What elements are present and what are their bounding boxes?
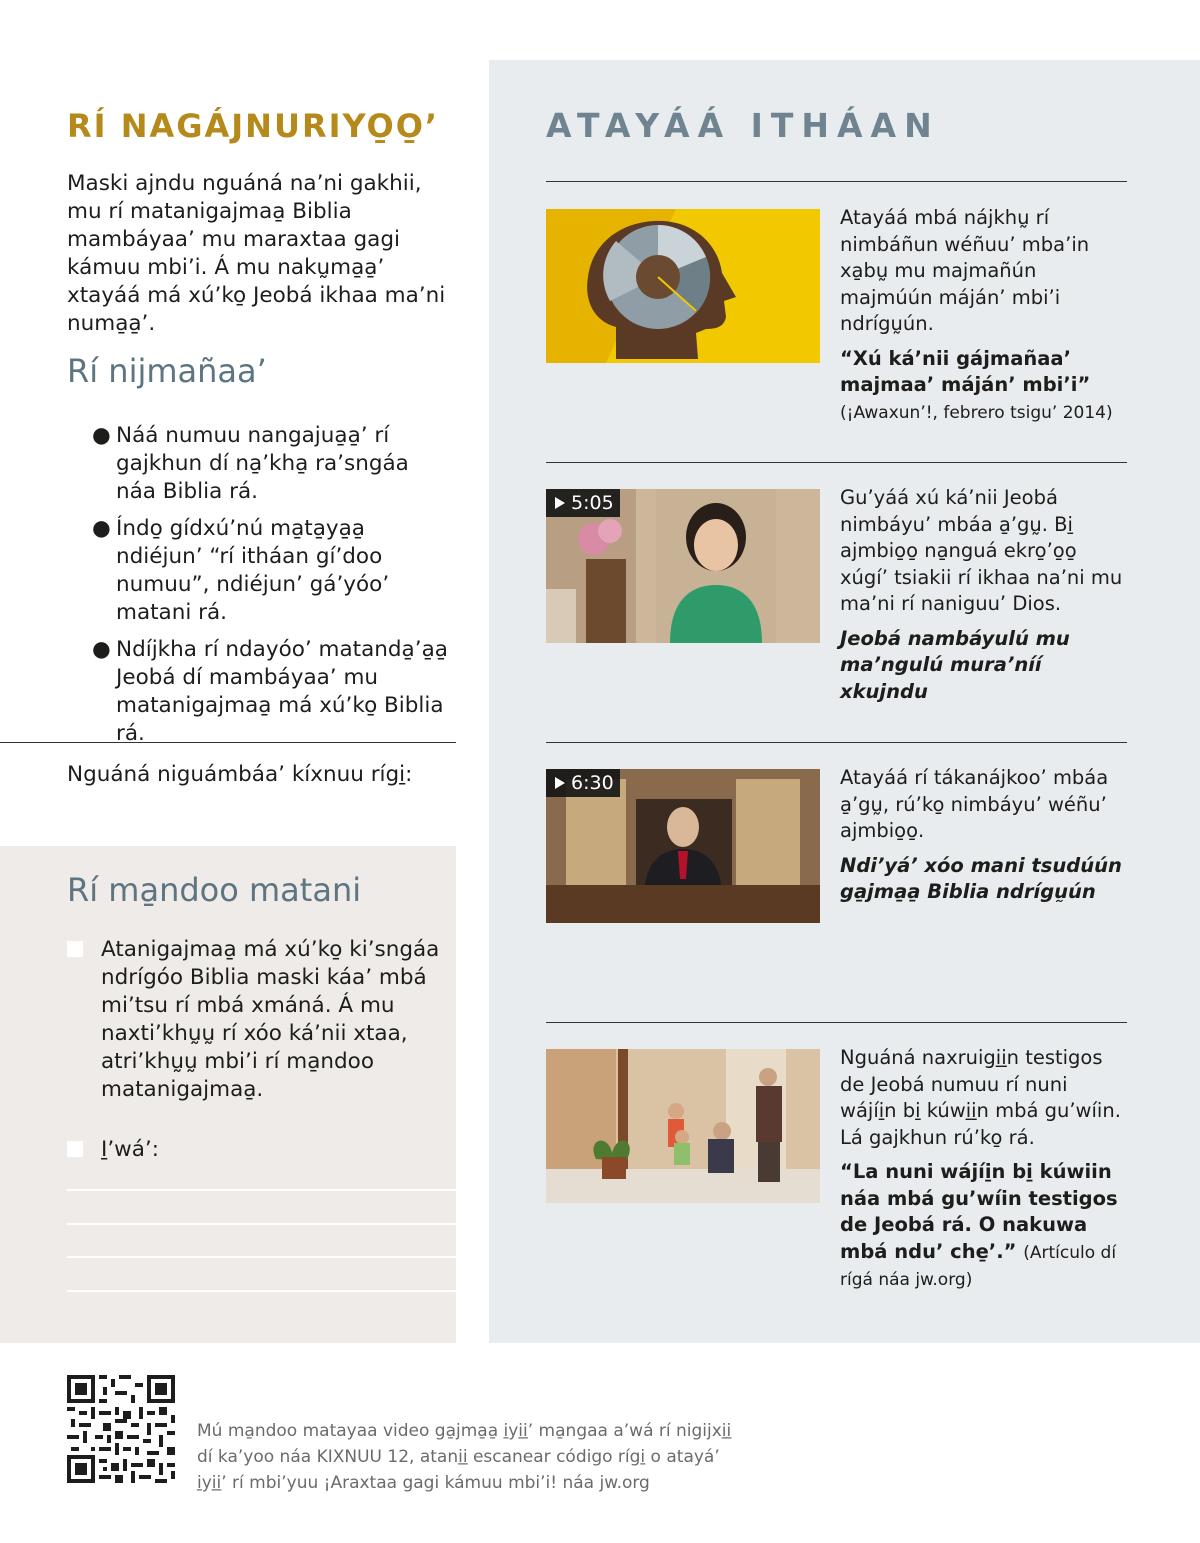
other-checkbox[interactable] xyxy=(67,1141,83,1157)
article-desc: Atayáá mbá nájkhṵ rí nimbáñun wéñuu’ mba’in xa̱bṵ mu majmañún majmúún máján’ mbi’i ndrígṵún. xyxy=(840,206,1090,335)
video-item xyxy=(840,485,1130,705)
duration-badge xyxy=(546,489,620,517)
article-title[interactable] xyxy=(840,1159,1130,1294)
bullet-icon: ● xyxy=(92,423,111,448)
summary-text: Maski ajndu nguáná na’ni gakhii, mu rí matanigajmaa̱ Biblia mambáyaa’ mu maraxtaa gagi kámuu mbi’i. Á mu nakṵma̱a̱’ xtayáá má xú’ko̱ Jeobá ikhaa ma’ni numa̱a̱’. xyxy=(67,171,446,336)
other-label: I̱’wá’: xyxy=(101,1137,160,1162)
article-source: (¡Awaxun’!, febrero tsigu’ 2014) xyxy=(840,402,1113,423)
duration-text: 5:05 xyxy=(571,492,614,514)
item-divider xyxy=(546,742,1127,743)
video-title[interactable]: Jeobá nambáyulú mu ma’ngulú mura’níí xkujndu xyxy=(840,626,1070,703)
remember-item xyxy=(90,422,450,506)
remember-item-text: Índo̱ gídxú’nú ma̱ta̱ya̱a̱ ndiéjun’ “rí itháan gí’doo numuu”, ndiéjun’ gá’yóo’ matani rá. xyxy=(116,516,390,625)
task-row xyxy=(67,936,446,1104)
item-divider xyxy=(546,1022,1127,1023)
article-item xyxy=(840,1045,1130,1294)
video-thumbnail[interactable] xyxy=(546,769,820,923)
write-line[interactable] xyxy=(67,1189,456,1191)
duration-badge xyxy=(546,769,620,797)
video-item xyxy=(840,765,1130,906)
more-title: ATAYÁÁ ITHÁAN xyxy=(546,106,940,145)
bullet-icon: ● xyxy=(92,516,111,541)
summary-title: RÍ NAGÁJNURIYO̱O̱’ xyxy=(67,107,440,145)
play-icon xyxy=(555,497,565,509)
bullet-icon: ● xyxy=(92,637,111,662)
remember-item-text: Náá numuu nangajua̱a̱’ rí gajkhun dí na̱’kha̱ ra’sngáa náa Biblia rá. xyxy=(116,423,409,504)
qr-code-icon[interactable] xyxy=(67,1375,175,1483)
article-title[interactable] xyxy=(840,346,1130,427)
video-title[interactable]: Ndi’yá’ xóo mani tsudúún ga̱jma̱a̱ Biblia ndrígṵún xyxy=(840,853,1122,903)
duration-text: 6:30 xyxy=(571,772,614,794)
video-thumbnail[interactable] xyxy=(546,489,820,643)
article-source: (Artículo dí rígá náa jw.org) xyxy=(840,1242,1117,1290)
item-divider xyxy=(546,181,1127,182)
other-row xyxy=(67,1136,446,1164)
play-icon xyxy=(555,777,565,789)
write-line[interactable] xyxy=(67,1223,456,1225)
next-question-label: Nguáná niguámbáa’ kíxnuu rígi̱: xyxy=(67,762,413,787)
write-line[interactable] xyxy=(67,1290,456,1292)
remember-list xyxy=(90,422,450,757)
video-desc: Gu’yáá xú ká’nii Jeobá nimbáyu’ mbáa a̱’gṵ. Bi̱ ajmbio̱o̱ na̱nguá ekro̱’o̱o̱ xúgí’ tsiakii rí ikhaa na’ni mu ma’ni rí naniguu’ Dios. xyxy=(840,486,1123,615)
task-text: Atanigajmaa̱ má xú’ko̱ ki’sngáa ndrígóo Biblia maski káa’ mbá mi’tsu rí mbá xmáná. Á mu naxti’khṵṵ rí xóo ká’nii xtaa, atri’khṵṵ mbi’i rí ma̱ndoo matanigajmaa̱. xyxy=(101,937,440,1102)
article-item xyxy=(840,205,1130,426)
task-checkbox[interactable] xyxy=(67,941,83,957)
item-divider xyxy=(546,462,1127,463)
remember-title: Rí nijmañaa’ xyxy=(67,352,267,390)
next-title: Rí ma̱ndoo matani xyxy=(67,871,362,909)
article-desc: Nguáná naxruigi̱i̱n testigos de Jeobá numuu rí nuni wájíi̱n bi̱ kúwi̱i̱n mbá gu’wíin. Lá gajkhun rú’ko̱ rá. xyxy=(840,1046,1121,1149)
article-title-text: “La nuni wájíi̱n bi̱ kúwiin náa mbá gu’wíin testigos de Jeobá rá. O nakuwa mbá ndu’ che̱’.” xyxy=(840,1160,1118,1263)
article-title-text: “Xú ká’nii gájmañaa’ majmaa’ máján’ mbi’i” xyxy=(840,346,1091,396)
remember-item xyxy=(90,636,450,748)
article-thumbnail[interactable] xyxy=(546,1049,820,1203)
remember-item-text: Ndíjkha rí ndayóo’ matanda̱’a̱a̱ Jeobá dí mambáyaa’ mu matanigajmaa̱ má xú’ko̱ Biblia rá. xyxy=(116,637,448,746)
section-divider xyxy=(0,742,456,743)
remember-item xyxy=(90,515,450,627)
video-desc: Atayáá rí tákanájkoo’ mbáa a̱’gṵ, rú’ko̱ nimbáyu’ wéñu’ ajmbio̱o̱. xyxy=(840,766,1109,842)
footer-text: Mú ma̱ndoo matayaa video ga̱jma̱a̱ i̱yi̱i̱’ ma̱ngaa a’wá rí nigijxi̱i̱ dí ka’yoo náa KIXNUU 12, atani̱i̱ escanear código rígi̱ o atayá’ i̱yi̱i̱’ rí mbi’yuu ¡Araxtaa gagi kámuu mbi’i! náa jw.org xyxy=(197,1421,732,1493)
article-thumbnail[interactable] xyxy=(546,209,820,363)
write-line[interactable] xyxy=(67,1256,456,1258)
